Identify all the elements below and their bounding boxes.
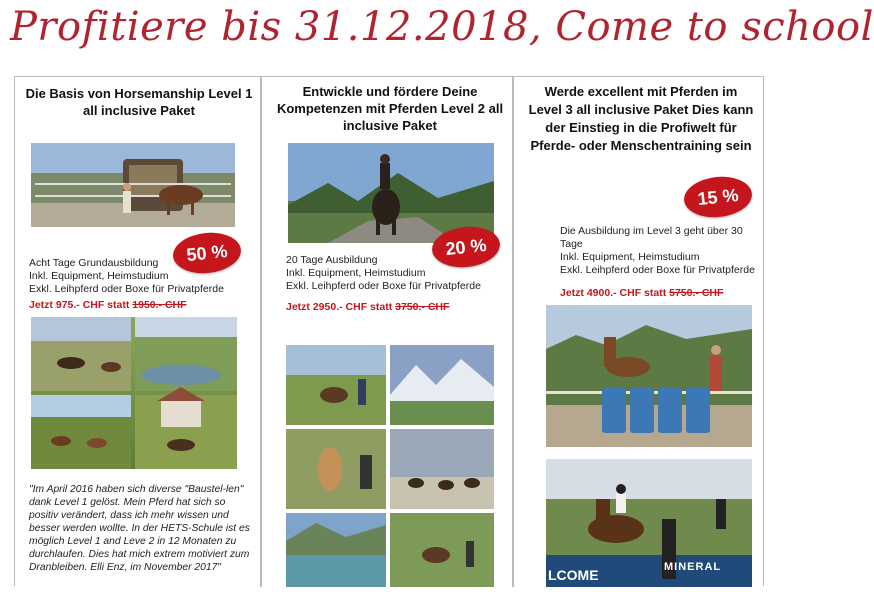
testimonial-quote: "Im April 2016 haben sich diverse "Baustel-len" dank Level 1 gelöst. Mein Pferd hat sich so positiv verändert, dass ich mehr wissen und besser werden wollte. In der HETS-Schule ist es möglich Level 1 and Leve 2 in 12 Monaten zu durchlaufen. Dies hat mich extrem motiviert zum Dranbleiben. Elli Enz, im November 2017" — [29, 484, 250, 573]
offers-frame — [14, 76, 764, 586]
price-old: 1950.- CHF — [132, 299, 187, 311]
detail-line: Inkl. Equipment, Heimstudium — [560, 251, 700, 263]
photo-horse-jumping-barrels — [546, 305, 752, 447]
photo-collage-level-1 — [31, 317, 237, 469]
detail-line: Die Ausbildung im Level 3 geht über 30 — [560, 225, 743, 237]
discount-badge: 20 % — [430, 224, 502, 271]
photo-collage-level-2 — [286, 345, 494, 587]
offer-column-level-1 — [15, 77, 262, 587]
detail-line: Inkl. Equipment, Heimstudium — [29, 270, 169, 282]
detail-line: Exkl. Leihpferd oder Boxe für Privatpferde — [29, 283, 224, 295]
price-now: Jetzt 2950.- CHF statt — [286, 301, 393, 313]
offer-column-level-2 — [264, 77, 514, 587]
detail-line: Tage — [560, 238, 583, 250]
price-old: 3750.- CHF — [395, 301, 450, 313]
offer-column-level-3 — [516, 77, 764, 587]
offer-details — [29, 257, 259, 296]
page-headline: Profitiere bis 31.12.2018, Come to school — [10, 4, 874, 50]
offer-details — [286, 254, 512, 293]
price-now: Jetzt 975.- CHF statt — [29, 299, 130, 311]
detail-line: Inkl. Equipment, Heimstudium — [286, 267, 426, 279]
discount-badge: 15 % — [682, 174, 754, 221]
detail-line: Exkl. Leihpferd oder Boxe für Privatpferde — [560, 264, 755, 276]
photo-horse-trailer — [31, 143, 235, 227]
detail-line: Exkl. Leihpferd oder Boxe für Privatpferde — [286, 280, 481, 292]
banner-text: MINERAL — [664, 561, 722, 573]
offer-price — [286, 301, 449, 313]
offer-details — [560, 225, 760, 277]
price-old: 5750.- CHF — [669, 287, 724, 299]
detail-line: 20 Tage Ausbildung — [286, 254, 378, 266]
offer-title: Entwickle und fördere Deine Kompetenzen mit Pferden Level 2 all inclusive Paket — [276, 84, 504, 133]
offer-price — [29, 299, 187, 311]
discount-badge: 50 % — [171, 230, 243, 277]
offer-title: Werde excellent mit Pferden im Level 3 all inclusive Paket Dies kann der Einstieg in die Profiwelt für Pferde- oder Menschentraining sein — [528, 84, 754, 153]
price-now: Jetzt 4900.- CHF statt — [560, 287, 667, 299]
offer-title: Die Basis von Horsemanship Level 1 all inclusive Paket — [25, 86, 253, 118]
banner-text: LCOME — [548, 567, 599, 583]
photo-show-jumping — [546, 459, 752, 587]
detail-line: Acht Tage Grundausbildung — [29, 257, 159, 269]
offer-price — [560, 287, 723, 299]
